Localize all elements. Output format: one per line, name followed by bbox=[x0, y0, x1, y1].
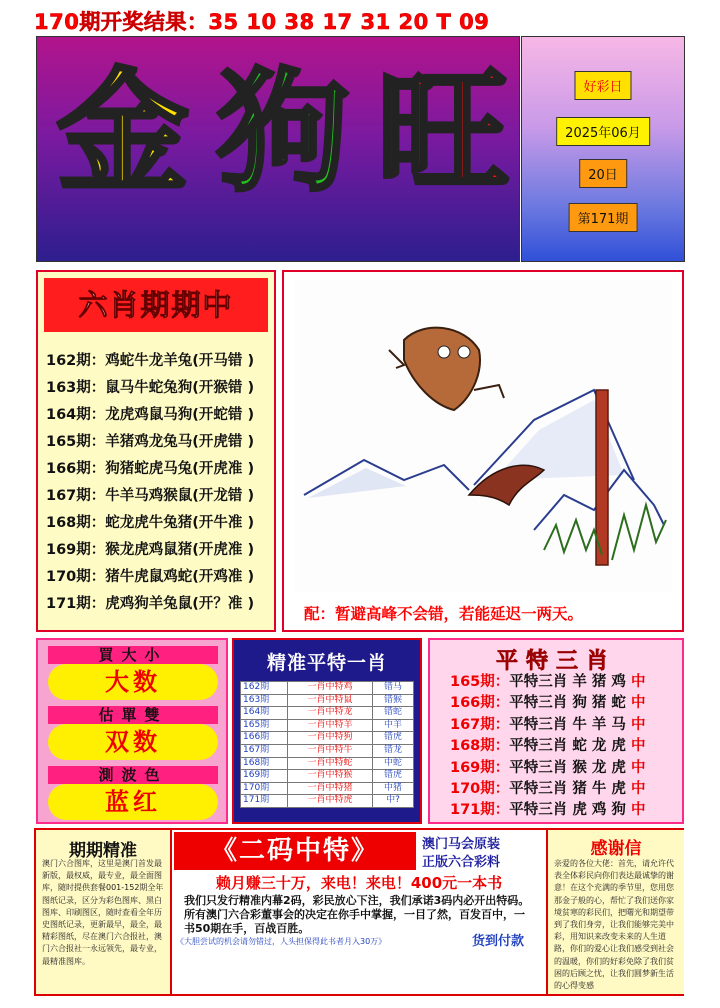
list-item bbox=[450, 800, 645, 821]
table-cell: 错蛇 bbox=[373, 707, 414, 720]
table-cell: 163期 bbox=[241, 694, 288, 707]
wave-color-label: 測波色 bbox=[48, 766, 218, 784]
pingte-text: 平特三肖 羊 猪 鸡 bbox=[509, 674, 631, 690]
pingte-text: 平特三肖 虎 鸡 狗 bbox=[509, 802, 631, 819]
list-item: 165期：羊猪鸡龙兔马(开虎错 ) bbox=[46, 434, 255, 450]
table-row bbox=[241, 744, 414, 757]
table-cell: 一肖中特猴 bbox=[288, 770, 373, 783]
title-char-prosper: 旺 bbox=[377, 55, 509, 210]
wave-color-value: 蓝红 bbox=[48, 784, 218, 820]
result-line: 170期开奖结果：35 10 38 17 31 20 T 09 bbox=[34, 10, 490, 34]
table-cell: 167期 bbox=[241, 744, 288, 757]
pingte-text: 平特三肖 狗 猪 蛇 bbox=[509, 695, 631, 712]
pingte-mark: 中 bbox=[630, 738, 646, 755]
list-item: 166期：狗猪蛇虎马兔(开虎准 ) bbox=[46, 461, 255, 477]
list-item: 168期：蛇龙虎牛兔猪(开牛准 ) bbox=[46, 515, 255, 531]
title-char-gold: 金 bbox=[57, 55, 189, 210]
table-cell: 165期 bbox=[241, 719, 288, 732]
ad-subtitle-1: 澳门马会原装 bbox=[422, 837, 501, 852]
table-cell: 171期 bbox=[241, 795, 288, 808]
pingte-list bbox=[450, 672, 645, 822]
pingte-panel bbox=[428, 638, 684, 824]
list-item bbox=[450, 758, 645, 779]
list-item bbox=[450, 715, 645, 736]
list-item: 171期：虎鸡狗羊兔鼠(开？准 ) bbox=[46, 596, 255, 612]
title-banner bbox=[36, 36, 520, 262]
ad-footnote: 《大胆尝试的机会请勿错过，人头担保得此书者月入30万》 bbox=[176, 937, 387, 946]
list-item: 164期：龙虎鸡鼠马狗(开蛇错 ) bbox=[46, 407, 255, 423]
list-item bbox=[450, 672, 645, 693]
cash-on-delivery: 货到付款 bbox=[472, 934, 525, 949]
pingte-issue: 166期： bbox=[450, 695, 510, 712]
guess-panel bbox=[36, 638, 228, 824]
pingte-issue: 171期： bbox=[450, 802, 510, 819]
table-cell: 一肖中特蛇 bbox=[288, 757, 373, 770]
pingte-title: 平特三肖 bbox=[495, 649, 616, 674]
pingte-mark: 中 bbox=[630, 674, 646, 690]
list-item bbox=[450, 736, 645, 757]
title-char-dog: 狗 bbox=[217, 55, 349, 210]
bat-sketch-image bbox=[294, 280, 672, 592]
bottom-panel bbox=[34, 828, 684, 996]
precise-table-panel bbox=[232, 638, 422, 824]
big-small-value: 大数 bbox=[48, 664, 218, 700]
table-row bbox=[241, 770, 414, 783]
table-cell: 一肖中特羊 bbox=[288, 719, 373, 732]
precise-table bbox=[240, 681, 414, 808]
table-cell: 中羊 bbox=[373, 719, 414, 732]
pingte-text: 平特三肖 猴 龙 虎 bbox=[509, 759, 631, 776]
six-shio-list bbox=[46, 348, 254, 618]
table-cell: 169期 bbox=[241, 770, 288, 783]
table-row bbox=[241, 707, 414, 720]
table-row bbox=[241, 694, 414, 707]
pingte-mark: 中 bbox=[630, 759, 646, 776]
thank-you-text: 亲爱的各位大佬：首先，请允许代表全体彩民向你们表达最诚挚的谢意！在这个充满的季节里，您用您那金子般的心，帮忙了我们送你家境贫寒的彩民们，把曙光和期望带到了我们身旁，让我们能够完美中彩，用知识来改变未来的人生道路，你们的爱心让我们感受到社会的温暖，你们的好彩免除了我们贫困的后顾之忧，让我们圆梦新生活的心得变感 bbox=[554, 859, 674, 991]
pingte-mark: 中 bbox=[630, 695, 646, 712]
pingte-text: 平特三肖 牛 羊 马 bbox=[509, 716, 631, 733]
poem-text: 配：暂避高峰不会错，若能延迟一两天。 bbox=[304, 605, 584, 623]
ad-slogan: 赖月赚三十万，来电！来电！400元一本书 bbox=[215, 874, 503, 892]
table-row bbox=[241, 732, 414, 745]
table-cell: 一肖中特鸡 bbox=[288, 682, 373, 695]
odd-even-value: 双数 bbox=[48, 724, 218, 760]
date-day: 20日 bbox=[579, 159, 627, 188]
list-item: 162期：鸡蛇牛龙羊兔(开马错 ) bbox=[46, 353, 255, 369]
ad-subtitle-2: 正版六合彩料 bbox=[422, 855, 501, 870]
left-info-box bbox=[36, 830, 172, 994]
table-cell: 162期 bbox=[241, 682, 288, 695]
list-item bbox=[450, 693, 645, 714]
table-cell: 170期 bbox=[241, 782, 288, 795]
odd-even-label: 估單雙 bbox=[48, 706, 218, 724]
lucky-day-tag: 好彩日 bbox=[574, 71, 631, 100]
ad-body: 我们只发行精准内幕2码，彩民放心下注，我们承诺3码内必开出特码。所有澳门六合彩董事会的决定在你手中掌握，一目了然，百发百中，一书50期在手，百战百胜。 bbox=[184, 894, 530, 935]
table-cell: 错虎 bbox=[373, 770, 414, 783]
left-info-text: 澳门六合图库，这里是澳门首发最新版，最权威，最专业，最全面图库，随时提供套餐001-152期全年图纸记录，区分为彩色图库、黑白图库、印刷图区，随时查看全年历史图纸记录，更新最早，最全，最精彩图纸，尽在澳门六合报社，澳门六合报社一永远领先，最专业，最精准图库。 bbox=[42, 859, 164, 966]
table-cell: 一肖中特虎 bbox=[288, 795, 373, 808]
list-item: 167期：牛羊马鸡猴鼠(开龙错 ) bbox=[46, 488, 255, 504]
thank-you-box bbox=[546, 830, 684, 994]
list-item bbox=[450, 779, 645, 800]
list-item: 163期：鼠马牛蛇兔狗(开猴错 ) bbox=[46, 380, 255, 396]
table-row bbox=[241, 719, 414, 732]
sketch-illustration bbox=[294, 280, 672, 592]
list-item: 169期：猴龙虎鸡鼠猪(开虎准 ) bbox=[46, 542, 255, 558]
pingte-mark: 中 bbox=[630, 780, 646, 797]
ad-title: 《二码中特》 bbox=[174, 832, 416, 870]
table-cell: 中蛇 bbox=[373, 757, 414, 770]
table-row bbox=[241, 782, 414, 795]
list-item: 170期：猪牛虎鼠鸡蛇(开鸡准 ) bbox=[46, 569, 255, 585]
pingte-issue: 165期： bbox=[450, 674, 510, 690]
six-shio-title: 六肖期期中 bbox=[44, 278, 268, 332]
table-title: 精准平特一肖 bbox=[266, 652, 387, 674]
table-row bbox=[241, 757, 414, 770]
six-shio-panel bbox=[36, 270, 276, 632]
pingte-issue: 170期： bbox=[450, 780, 510, 797]
pingte-issue: 167期： bbox=[450, 716, 510, 733]
table-cell: 一肖中特龙 bbox=[288, 707, 373, 720]
date-box bbox=[521, 36, 685, 262]
pingte-text: 平特三肖 猪 牛 虎 bbox=[509, 780, 631, 797]
date-month: 2025年06月 bbox=[556, 117, 650, 146]
left-info-title: 期期精准 bbox=[69, 841, 137, 861]
table-cell: 一肖中特狗 bbox=[288, 732, 373, 745]
table-cell: 一肖中特猪 bbox=[288, 782, 373, 795]
center-ad bbox=[172, 830, 546, 994]
table-cell: 错猴 bbox=[373, 694, 414, 707]
pingte-issue: 169期： bbox=[450, 759, 510, 776]
table-cell: 错虎 bbox=[373, 732, 414, 745]
table-cell: 错龙 bbox=[373, 744, 414, 757]
big-small-label: 買大小 bbox=[48, 646, 218, 664]
table-row bbox=[241, 795, 414, 808]
pingte-mark: 中 bbox=[630, 716, 646, 733]
table-cell: 一肖中特鼠 bbox=[288, 694, 373, 707]
issue-number: 第171期 bbox=[569, 203, 638, 232]
picture-panel bbox=[282, 270, 684, 632]
table-cell: 中? bbox=[373, 795, 414, 808]
table-cell: 164期 bbox=[241, 707, 288, 720]
thank-you-title: 感谢信 bbox=[590, 839, 642, 859]
table-cell: 166期 bbox=[241, 732, 288, 745]
table-cell: 一肖中特牛 bbox=[288, 744, 373, 757]
pingte-text: 平特三肖 蛇 龙 虎 bbox=[509, 738, 631, 755]
pingte-issue: 168期： bbox=[450, 738, 510, 755]
table-cell: 中猪 bbox=[373, 782, 414, 795]
pingte-mark: 中 bbox=[630, 802, 646, 819]
table-cell: 错马 bbox=[373, 682, 414, 695]
table-cell: 168期 bbox=[241, 757, 288, 770]
table-row bbox=[241, 682, 414, 695]
